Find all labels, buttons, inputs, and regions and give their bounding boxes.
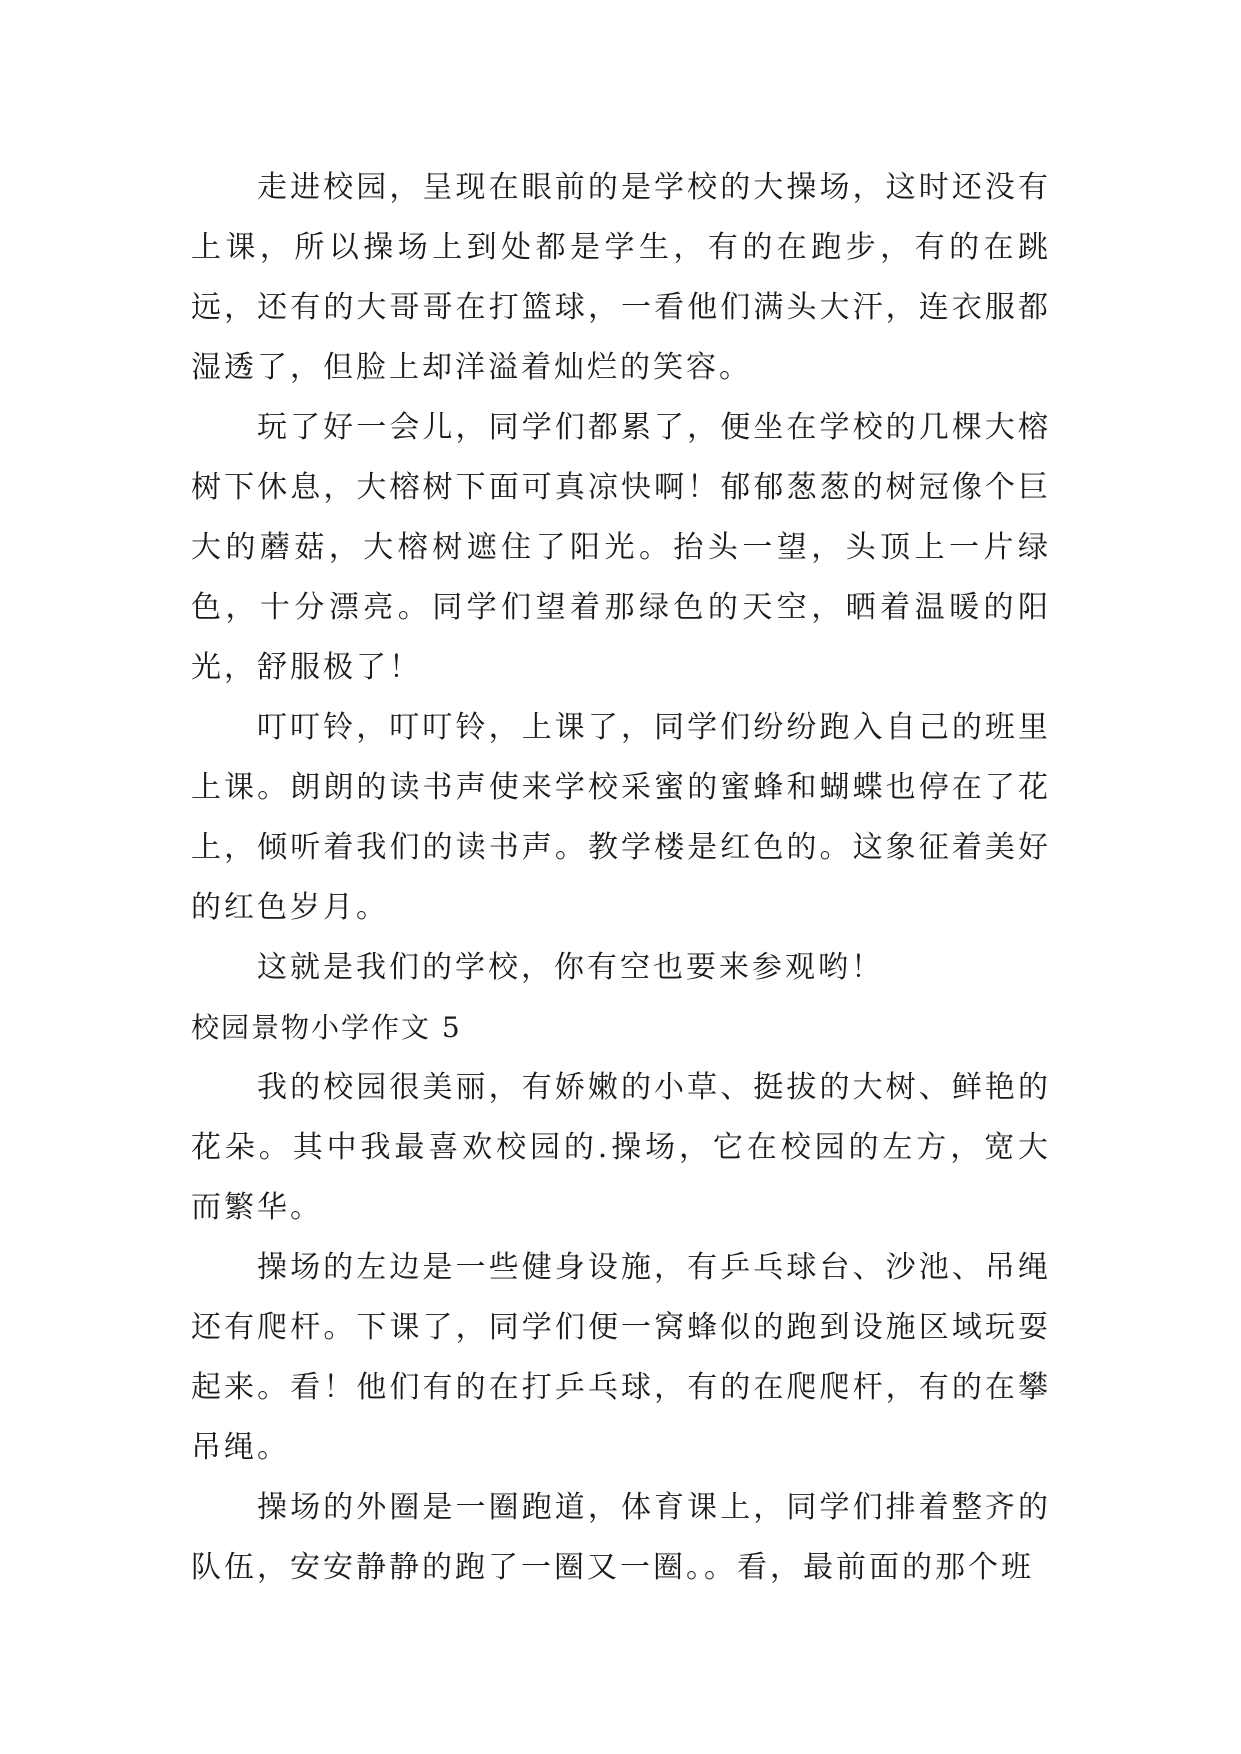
paragraph: 操场的外圈是一圈跑道，体育课上，同学们排着整齐的队伍，安安静静的跑了一圈又一圈。。看，最前面的那个班 xyxy=(191,1490,1051,1585)
paragraph: 走进校园，呈现在眼前的是学校的大操场，这时还没有上课，所以操场上到处都是学生，有的在跑步，有的在跳远，还有的大哥哥在打篮球，一看他们满头大汗，连衣服都湿透了，但脸上却洋溢着灿烂的笑容。 xyxy=(191,170,1051,385)
paragraph: 这就是我们的学校，你有空也要来参观哟！ xyxy=(257,950,884,985)
paragraph: 我的校园很美丽，有娇嫩的小草、挺拔的大树、鲜艳的花朵。其中我最喜欢校园的.操场，它在校园的左方，宽大而繁华。 xyxy=(191,1070,1051,1225)
paragraph: 叮叮铃，叮叮铃，上课了，同学们纷纷跑入自己的班里上课。朗朗的读书声使来学校采蜜的蜜蜂和蝴蝶也停在了花上，倾听着我们的读书声。教学楼是红色的。这象征着美好的红色岁月。 xyxy=(191,710,1051,925)
document-body xyxy=(191,158,1051,1598)
paragraph: 操场的左边是一些健身设施，有乒乓球台、沙池、吊绳还有爬杆。下课了，同学们便一窝蜂似的跑到设施区域玩耍起来。看！他们有的在打乒乓球，有的在爬爬杆，有的在攀吊绳。 xyxy=(191,1250,1051,1465)
paragraph: 玩了好一会儿，同学们都累了，便坐在学校的几棵大榕树下休息，大榕树下面可真凉快啊！郁郁葱葱的树冠像个巨大的蘑菇，大榕树遮住了阳光。抬头一望，头顶上一片绿色，十分漂亮。同学们望着那绿色的天空，晒着温暖的阳光，舒服极了！ xyxy=(191,410,1051,685)
section-heading: 校园景物小学作文 5 xyxy=(191,1011,462,1044)
